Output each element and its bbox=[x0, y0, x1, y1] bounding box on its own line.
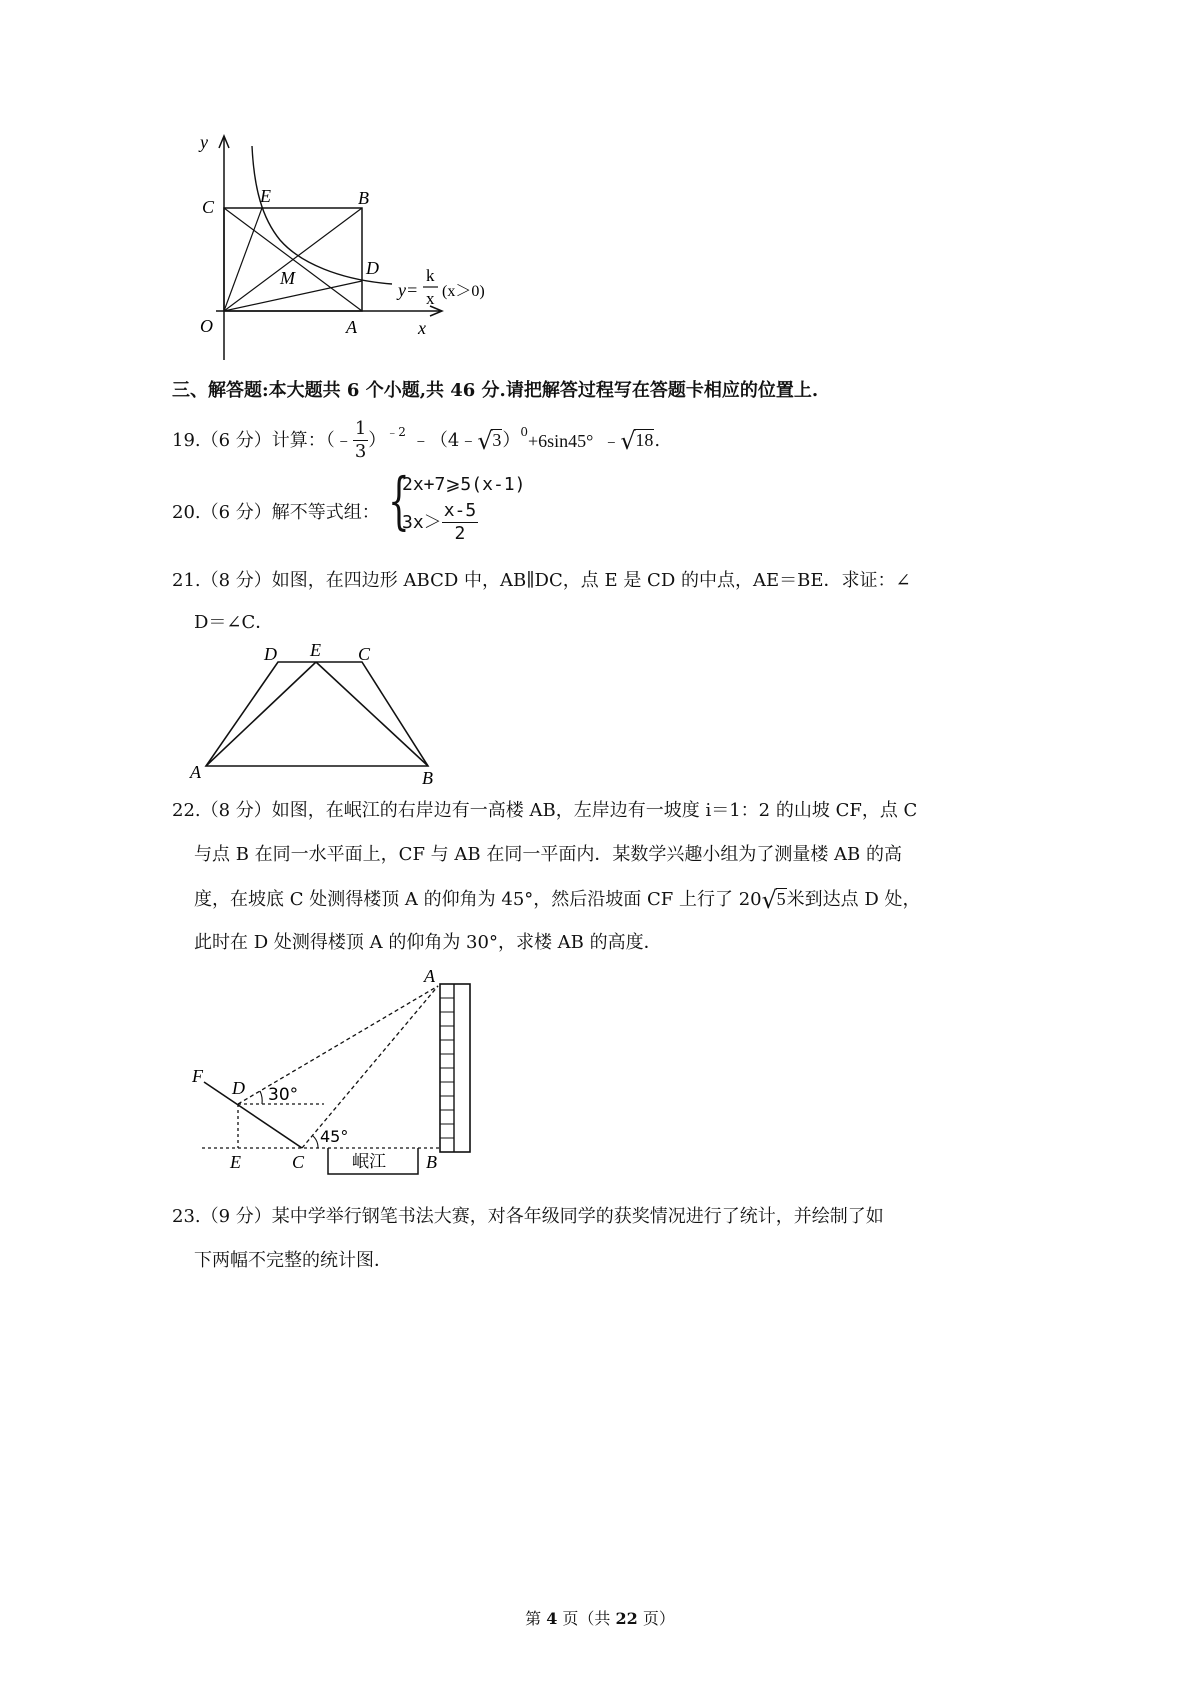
q20-ineq2-lhs: 3x＞ bbox=[402, 511, 442, 533]
label-e: E bbox=[260, 186, 271, 206]
label-d: D bbox=[366, 258, 379, 278]
footer-pre: 第 bbox=[525, 1609, 547, 1628]
label-y: y bbox=[200, 132, 208, 152]
label-d: D bbox=[264, 644, 277, 664]
q22-line-2: 与点 B 在同一水平面上，CF 与 AB 在同一平面内．某数学兴趣小组为了测量楼 AB 的高 bbox=[194, 844, 902, 865]
angle-arc-30 bbox=[260, 1091, 262, 1104]
label-river: 岷江 bbox=[352, 1152, 386, 1172]
building-floors bbox=[440, 998, 454, 1138]
footer-mid: 页（共 bbox=[557, 1609, 616, 1628]
label-e: E bbox=[230, 1152, 241, 1172]
figure-coordinate-rectangle bbox=[190, 128, 520, 368]
page-footer bbox=[0, 1606, 1200, 1629]
label-c: C bbox=[292, 1152, 305, 1172]
q20-prefix: 20.（6 分）解不等式组： bbox=[172, 502, 380, 523]
label-angle-30: 30° bbox=[268, 1085, 299, 1105]
q20-inequality-2 bbox=[402, 502, 478, 544]
q19-sqrt-3-radicand: 3 bbox=[492, 430, 502, 451]
curve-eq-lhs: y= bbox=[398, 280, 419, 300]
q19-part3: ﹣（4﹣ bbox=[411, 429, 478, 451]
figure-building-slope bbox=[188, 962, 488, 1184]
label-o: O bbox=[200, 316, 213, 336]
section-3-heading: 三、解答题:本大题共 6 个小题,共 46 分.请把解答过程写在答题卡相应的位置上. bbox=[172, 380, 819, 401]
footer-total-pages: 22 bbox=[615, 1609, 638, 1628]
label-a: A bbox=[424, 966, 435, 986]
curve-eq-cond: (x＞0) bbox=[442, 283, 485, 300]
q22-line-1: 22.（8 分）如图，在岷江的右岸边有一高楼 AB，左岸边有一坡度 i＝1：2 的山坡 CF，点 C bbox=[172, 800, 918, 821]
question-19 bbox=[172, 420, 660, 462]
footer-post: 页） bbox=[637, 1609, 675, 1628]
curve-eq-num: k bbox=[426, 266, 435, 285]
q20-frac-num: x-5 bbox=[443, 500, 477, 521]
q19-fraction bbox=[353, 420, 368, 462]
q19-frac-den: 3 bbox=[354, 440, 367, 462]
q19-end: . bbox=[654, 429, 661, 451]
curve-eq-den: x bbox=[426, 289, 435, 308]
q19-exponent-1: ﹣2 bbox=[386, 424, 406, 439]
q20-brace: { bbox=[388, 464, 410, 537]
angle-arc-45 bbox=[313, 1136, 318, 1148]
q22-line-3b: 米到达点 D 处， bbox=[786, 888, 921, 910]
segment-ae bbox=[206, 662, 316, 766]
label-b: B bbox=[422, 768, 433, 786]
q21-line-1: 21.（8 分）如图，在四边形 ABCD 中，AB∥DC，点 E 是 CD 的中点，AE＝BE．求证：∠ bbox=[172, 570, 911, 591]
label-angle-45: 45° bbox=[320, 1127, 349, 1146]
label-f: F bbox=[192, 1066, 203, 1086]
segment-oe bbox=[224, 208, 262, 311]
label-a: A bbox=[346, 317, 357, 337]
q19-part2: ） bbox=[368, 429, 387, 451]
q19-part5: +6sin45° ﹣ bbox=[528, 430, 621, 451]
q19-prefix: 19.（6 分）计算：（﹣ bbox=[172, 429, 353, 451]
q19-sqrt-18-radicand: 18 bbox=[635, 430, 654, 451]
label-e: E bbox=[310, 640, 321, 660]
q20-fraction bbox=[442, 502, 479, 544]
footer-page-number: 4 bbox=[546, 1609, 558, 1628]
q19-sqrt-18: √ 18 bbox=[620, 427, 654, 456]
label-c: C bbox=[358, 644, 371, 664]
q22-line-3a: 度，在坡底 C 处测得楼顶 A 的仰角为 45°，然后沿坡面 CF 上行了 20 bbox=[194, 888, 762, 910]
label-c: C bbox=[202, 197, 215, 217]
label-x: x bbox=[418, 318, 426, 338]
label-m: M bbox=[280, 268, 295, 288]
q21-line-2: D＝∠C． bbox=[194, 612, 274, 633]
q19-part4: ） bbox=[502, 429, 521, 451]
label-d: D bbox=[232, 1078, 245, 1098]
q22-line-4: 此时在 D 处测得楼顶 A 的仰角为 30°，求楼 AB 的高度． bbox=[194, 932, 662, 953]
q20-frac-den: 2 bbox=[454, 522, 466, 544]
trapezoid-outline bbox=[206, 662, 428, 766]
q23-line-2: 下两幅不完整的统计图． bbox=[194, 1250, 392, 1271]
q19-exponent-0: 0 bbox=[520, 424, 528, 439]
figure-trapezoid-abcd bbox=[188, 636, 448, 786]
q22-line-3 bbox=[194, 886, 921, 914]
label-b: B bbox=[426, 1152, 437, 1172]
label-a: A bbox=[190, 762, 201, 782]
q22-sqrt-5-radicand: 5 bbox=[776, 889, 786, 909]
q23-line-1: 23.（9 分）某中学举行钢笔书法大赛，对各年级同学的获奖情况进行了统计，并绘制了如 bbox=[172, 1206, 884, 1227]
q19-frac-num: 1 bbox=[354, 418, 367, 439]
q20-inequality-1: 2x+7⩾5(x-1) bbox=[402, 474, 526, 495]
q22-sqrt-5: √ 5 bbox=[761, 886, 786, 914]
label-b: B bbox=[358, 188, 369, 208]
q19-sqrt-3: √ 3 bbox=[477, 427, 502, 456]
sightline-ca bbox=[302, 986, 438, 1148]
